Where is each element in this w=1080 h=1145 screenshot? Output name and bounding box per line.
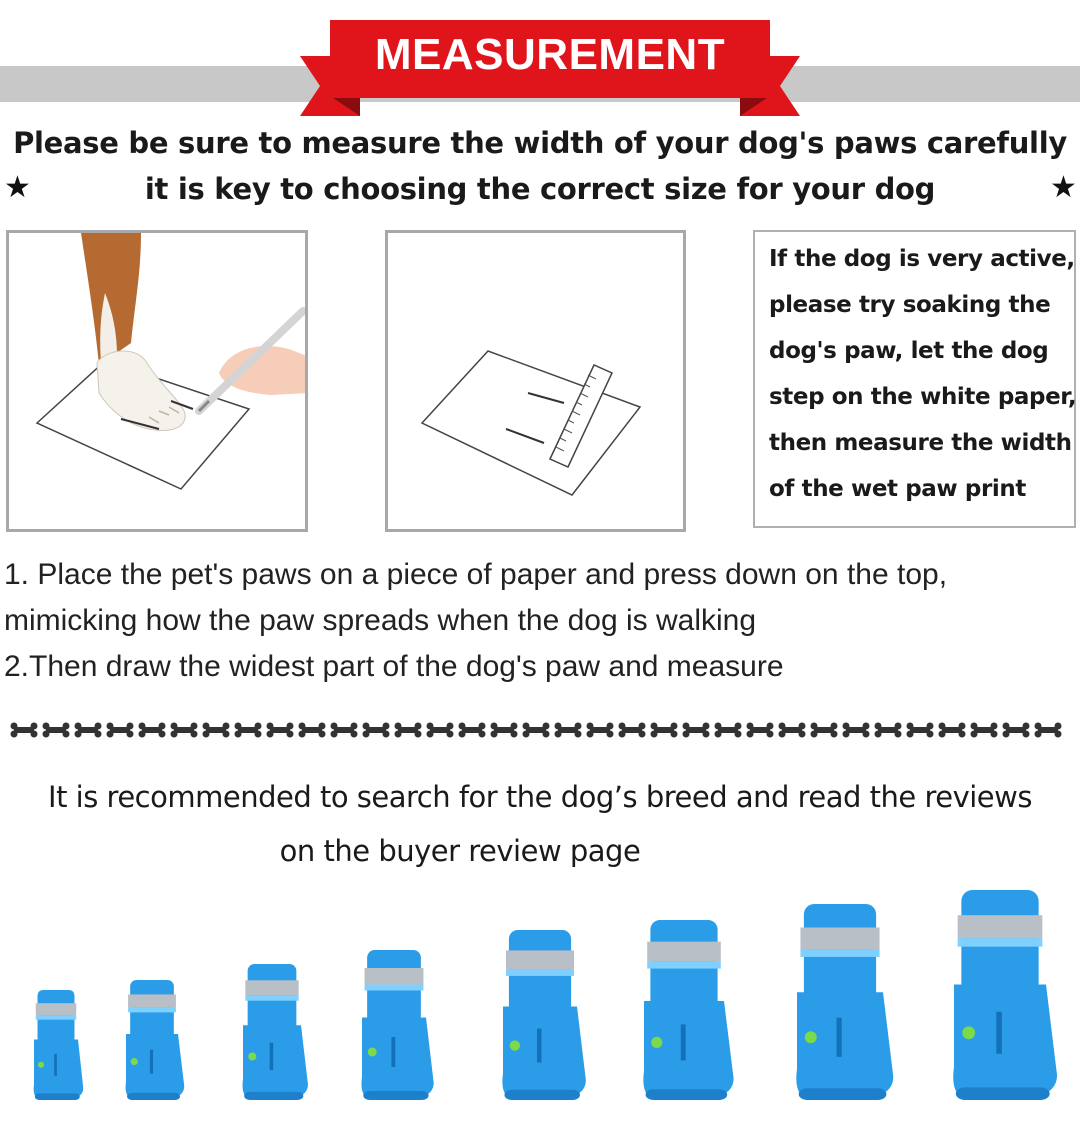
bone-icon: [619, 723, 646, 738]
ruler-drawing: [388, 233, 684, 529]
step-2: 2.Then draw the widest part of the dog's paw and measure: [4, 650, 784, 683]
star-icon: ★: [1050, 170, 1077, 205]
bone-icon: [1003, 723, 1030, 738]
bone-icon: [299, 723, 326, 738]
tip-line: step on the white paper,: [769, 384, 1077, 410]
bone-icon: [715, 723, 742, 738]
dog-boot-icon: [126, 980, 185, 1100]
bone-icon: [235, 723, 262, 738]
bone-icon: [971, 723, 998, 738]
bone-icon: [843, 723, 870, 738]
recommendation-line-1: It is recommended to search for the dog’s breed and read the reviews: [48, 780, 1032, 814]
tip-line: If the dog is very active,: [769, 246, 1075, 272]
dog-boot-icon: [502, 930, 585, 1100]
bone-icon: [171, 723, 198, 738]
bone-icon: [587, 723, 614, 738]
step-1-line-2: mimicking how the paw spreads when the dog is walking: [4, 604, 757, 637]
paw-tracing-drawing: [9, 233, 305, 529]
tip-line: dog's paw, let the dog: [769, 338, 1049, 364]
dog-boot-icon: [796, 904, 893, 1100]
tip-line: then measure the width: [769, 430, 1072, 456]
bone-icon: [331, 723, 358, 738]
bone-icon: [491, 723, 518, 738]
bone-icon: [555, 723, 582, 738]
tip-line: of the wet paw print: [769, 476, 1026, 502]
boot-size-lineup: [0, 880, 1080, 1130]
bone-icon: [267, 723, 294, 738]
bone-icon: [1035, 723, 1062, 738]
bone-icon: [779, 723, 806, 738]
bone-icon: [523, 723, 550, 738]
bone-icon: [363, 723, 390, 738]
star-icon: ★: [4, 170, 31, 205]
bone-icon: [875, 723, 902, 738]
bone-icon: [75, 723, 102, 738]
bone-icon: [651, 723, 678, 738]
dog-boot-icon: [34, 990, 84, 1100]
bone-icon: [107, 723, 134, 738]
bone-icon: [43, 723, 70, 738]
tip-line: please try soaking the: [769, 292, 1051, 318]
paw-measuring-illustration: [385, 230, 686, 532]
dog-boot-icon: [243, 964, 308, 1100]
dog-boot-icon: [953, 890, 1057, 1100]
step-1-line-1: 1. Place the pet's paws on a piece of paper and press down on the top,: [4, 558, 948, 591]
wet-paw-tip-box: [753, 230, 1076, 528]
bone-icon: [939, 723, 966, 738]
recommendation-line-2: on the buyer review page: [279, 834, 641, 868]
dog-boot-icon: [361, 950, 433, 1100]
bone-icon: [427, 723, 454, 738]
headline-line-2: it is key to choosing the correct size for your dog: [144, 172, 936, 206]
bone-icon: [203, 723, 230, 738]
dog-boot-icon: [643, 920, 733, 1100]
bone-icon: [139, 723, 166, 738]
bone-divider: [6, 720, 1076, 740]
paw-tracing-illustration: [6, 230, 308, 532]
banner-ribbon: [300, 16, 800, 126]
bone-icon: [11, 723, 38, 738]
bone-icon: [747, 723, 774, 738]
bone-icon: [459, 723, 486, 738]
bone-icon: [811, 723, 838, 738]
banner-title: MEASUREMENT: [374, 30, 726, 79]
headline-line-1: Please be sure to measure the width of your dog's paws carefully: [13, 126, 1067, 160]
bone-icon: [907, 723, 934, 738]
bone-icon: [395, 723, 422, 738]
bone-icon: [683, 723, 710, 738]
